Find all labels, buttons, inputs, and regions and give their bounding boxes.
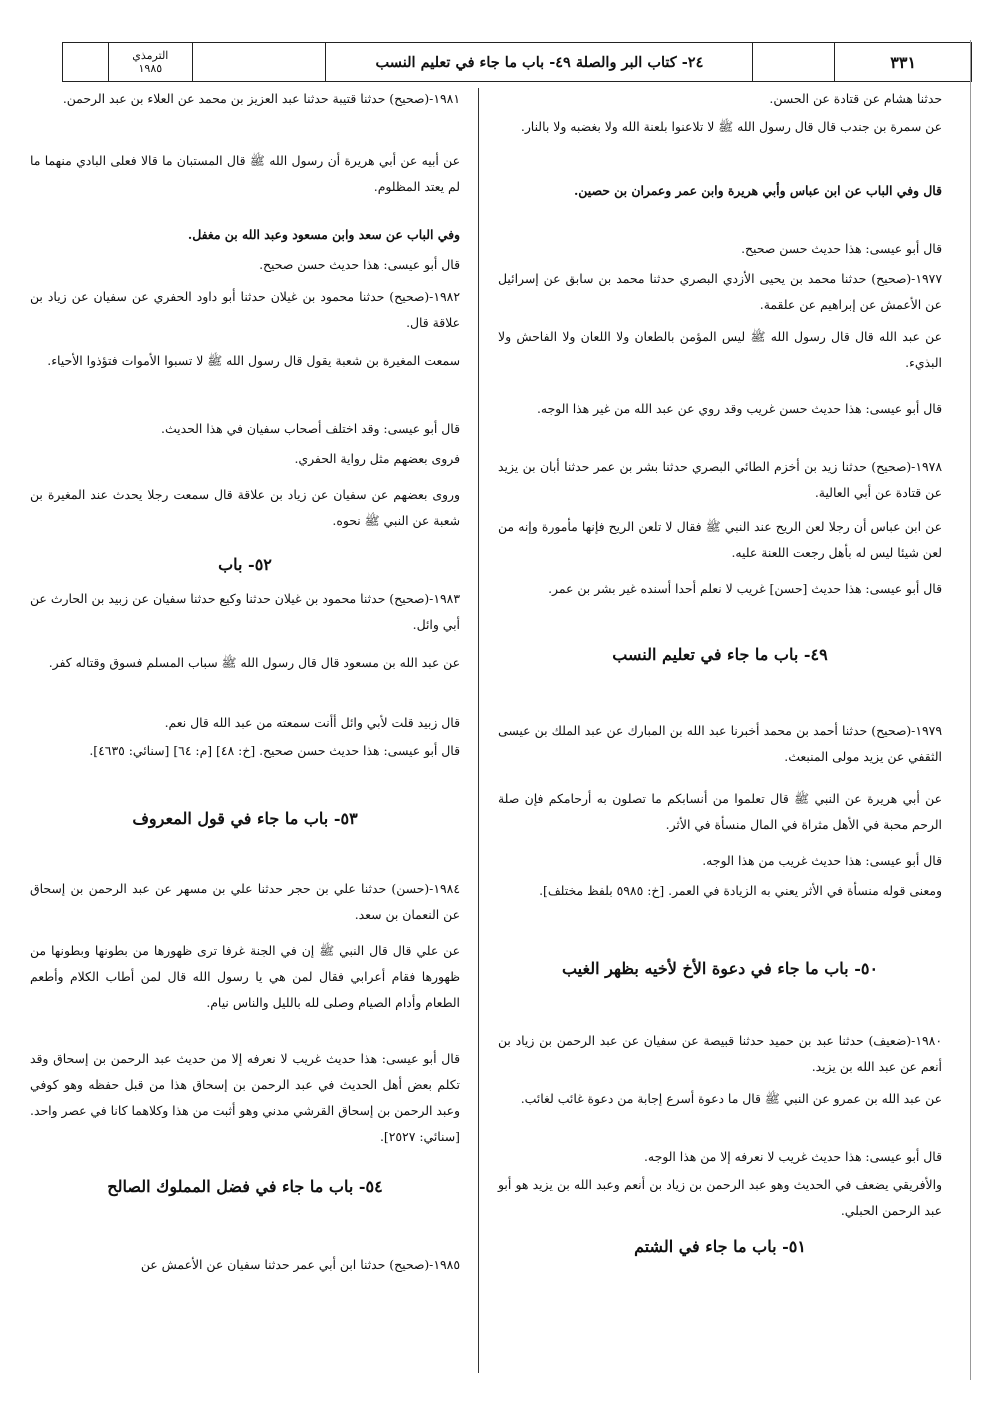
section-heading: ٤٩- باب ما جاء في تعليم النسب — [612, 645, 828, 664]
page-header — [62, 42, 972, 82]
paragraph: ١٩٧٨-(صحيح) حدثنا زيد بن أخزم الطائي البصري حدثنا بشر بن عمر حدثنا أبان بن يزيد عن قتادة عن أبي العالية. — [498, 459, 942, 500]
paragraph: وفي الباب عن سعد وابن مسعود وعبد الله بن مغفل. — [187, 227, 460, 242]
header-book-cell — [109, 43, 193, 81]
paragraph: سمعت المغيرة بن شعبة يقول قال رسول الله ﷺ لا تسبوا الأموات فتؤذوا الأحياء. — [47, 353, 460, 368]
section-heading: ٥٠- باب ما جاء في دعوة الأخ لأخيه بظهر الغيب — [561, 959, 879, 978]
paragraph: ١٩٧٧-(صحيح) حدثنا محمد بن يحيى الأزدي البصري حدثنا محمد بن سابق عن إسرائيل عن الأعمش عن إبراهيم عن علقمة. — [498, 271, 942, 312]
paragraph: قال أبو عيسى: وقد اختلف أصحاب سفيان في هذا الحديث. — [161, 421, 460, 436]
paragraph: قال أبو عيسى: هذا حديث حسن صحيح. — [741, 241, 942, 256]
paragraph: والأفريقي يضعف في الحديث وهو عبد الرحمن بن زياد بن أنعم وعبد الله بن يزيد هو أبو عبد الرحمن الحبلي. — [498, 1177, 942, 1218]
page-edge-line — [970, 40, 971, 1380]
paragraph: عن عبد الله بن مسعود قال قال رسول الله ﷺ سباب المسلم فسوق وقتاله كفر. — [48, 655, 460, 670]
header-blank-cell — [753, 43, 835, 81]
paragraph: عن عبد الله بن عمرو عن النبي ﷺ قال ما دعوة أسرع إجابة من دعوة غائب لغائب. — [520, 1091, 942, 1106]
paragraph: قال أبو عيسى: هذا حديث حسن صحيح. [خ: ٤٨] [م: ٦٤] [سنائي: ٤٦٣٥]. — [89, 743, 460, 758]
paragraph: قال وفي الباب عن ابن عباس وأبي هريرة وابن عمر وعمران بن حصين. — [573, 183, 942, 198]
paragraph: قال أبو عيسى: هذا حديث [حسن] غريب لا نعلم أحدا أسنده غير بشر بن عمر. — [548, 581, 942, 596]
paragraph: قال أبو عيسى: هذا حديث غريب لا نعرفه إلا من هذا الوجه. — [643, 1149, 942, 1164]
paragraph: ١٩٨١-(صحيح) حدثنا قتيبة حدثنا عبد العزيز بن محمد عن العلاء بن عبد الرحمن. — [62, 91, 460, 106]
paragraph: قال أبو عيسى: هذا حديث حسن غريب وقد روي عن عبد الله من غير هذا الوجه. — [536, 401, 942, 416]
paragraph: ١٩٨٢-(صحيح) حدثنا محمود بن غيلان حدثنا أبو داود الحفري عن سفيان عن زياد بن علاقة قال. — [30, 289, 460, 330]
page-number: ٣٣١ — [890, 52, 917, 72]
header-blank-cell — [63, 43, 109, 81]
paragraph: عن عبد الله قال قال رسول الله ﷺ ليس المؤمن بالطعان ولا اللعان ولا الفاحش ولا البذيء. — [498, 329, 942, 370]
section-heading: ٥٣- باب ما جاء في قول المعروف — [132, 809, 358, 828]
paragraph: ١٩٨٠-(ضعيف) حدثنا عبد بن حميد حدثنا قبيصة عن سفيان عن عبد الرحمن بن زياد بن أنعم عن عبد الله بن يزيد. — [498, 1033, 942, 1074]
paragraph: فروى بعضهم مثل رواية الحفري. — [294, 451, 460, 466]
section-heading: ٥٤- باب ما جاء في فضل المملوك الصالح — [107, 1177, 383, 1196]
chapter-title: ٢٤- كتاب البر والصلة ٤٩- باب ما جاء في تعليم النسب — [326, 43, 753, 81]
paragraph: قال أبو عيسى: هذا حديث غريب لا نعرفه إلا من حديث عبد الرحمن بن إسحاق وقد تكلم بعض أهل الحديث في عبد الرحمن بن إسحاق هذا من قبل حفظه وهو كوفي وعبد الرحمن بن إسحاق القرشي مدني وهو أثبت من هذا وكلاهما كانا في عصر واحد. [سنائي: ٢٥٢٧]. — [30, 1051, 460, 1144]
paragraph: ١٩٨٣-(صحيح) حدثنا محمود بن غيلان حدثنا وكيع حدثنا سفيان عن زبيد بن الحارث عن أبي وائل. — [30, 591, 460, 632]
paragraph: ١٩٧٩-(صحيح) حدثنا أحمد بن محمد أخبرنا عبد الله بن المبارك عن عبد الملك بن عيسى الثقفي عن يزيد مولى المنبعث. — [498, 723, 942, 764]
paragraph: قال أبو عيسى: هذا حديث حسن صحيح. — [259, 257, 460, 272]
hadith-number: ١٩٨٥ — [138, 62, 163, 75]
header-blank-cell — [193, 43, 327, 81]
section-heading: ٥١- باب ما جاء في الشتم — [634, 1237, 806, 1256]
book-name: الترمذي — [132, 49, 169, 62]
section-heading: ٥٢- باب — [218, 555, 272, 574]
paragraph: عن علي قال قال النبي ﷺ إن في الجنة غرفا ترى ظهورها من بطونها وبطونها من ظهورها فقام أعرابي فقال لمن هي يا رسول الله قال لمن أطاب الكلام وأطعم الطعام وأدام الصيام وصلى لله بالليل والناس نيام. — [30, 943, 460, 1010]
paragraph: ومعنى قوله منسأة في الأثر يعني به الزيادة في العمر. [خ: ٥٩٨٥ بلفظ مختلف]. — [539, 883, 942, 898]
paragraph: وروى بعضهم عن سفيان عن زياد بن علاقة قال سمعت رجلا يحدث عند المغيرة بن شعبة عن النبي ﷺ نحوه. — [30, 487, 460, 528]
paragraph: ١٩٨٥-(صحيح) حدثنا ابن أبي عمر حدثنا سفيان عن الأعمش عن — [140, 1257, 460, 1272]
column-divider — [478, 88, 479, 1373]
paragraph: حدثنا هشام عن قتادة عن الحسن. — [769, 91, 942, 106]
paragraph: قال زبيد قلت لأبي وائل أأنت سمعته من عبد الله قال نعم. — [164, 715, 460, 730]
paragraph: عن سمرة بن جندب قال قال رسول الله ﷺ لا تلاعنوا بلعنة الله ولا بغضبه ولا بالنار. — [520, 119, 942, 134]
paragraph: عن أبيه عن أبي هريرة أن رسول الله ﷺ قال المستبان ما قالا فعلى البادي منهما ما لم يعتد المظلوم. — [30, 153, 460, 194]
paragraph: قال أبو عيسى: هذا حديث غريب من هذا الوجه. — [702, 853, 942, 868]
paragraph: عن أبي هريرة عن النبي ﷺ قال تعلموا من أنسابكم ما تصلون به أرحامكم فإن صلة الرحم محبة في الأهل مثراة في المال منسأة في الأثر. — [498, 791, 942, 832]
paragraph: ١٩٨٤-(حسن) حدثنا علي بن حجر حدثنا علي بن مسهر عن عبد الرحمن بن إسحاق عن النعمان بن سعد. — [30, 881, 460, 922]
paragraph: عن ابن عباس أن رجلا لعن الريح عند النبي ﷺ فقال لا تلعن الريح فإنها مأمورة وإنه من لعن شيئا ليس له بأهل رجعت اللعنة عليه. — [498, 519, 942, 560]
